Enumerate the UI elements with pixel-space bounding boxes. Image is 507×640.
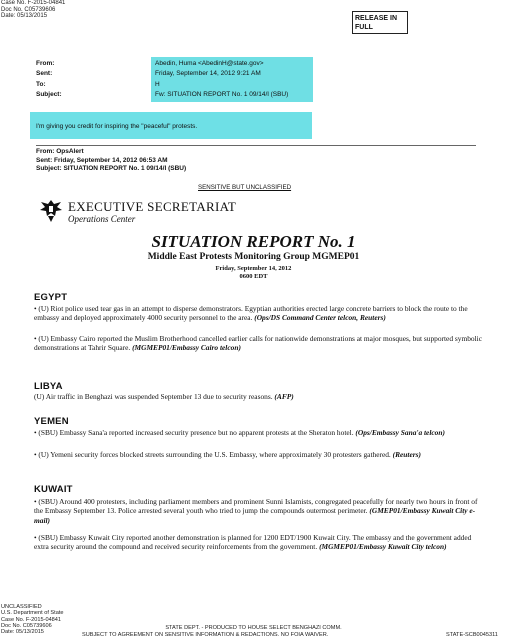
libya-heading: LIBYA [34,381,63,392]
footer-bates-number: STATE-SCB0045311 [446,632,498,638]
kuwait-p1-text: • (SBU) Around 400 protesters, including parliament members and prominent Sunni Islamists, congregated peacefully for nearly two hours in front of the Embassy September 13. Police arrested several youth who tried to jump the compounds outermost perimeter. [34,497,478,516]
doc-number: Doc No. C05739606 [1,6,56,13]
egypt-paragraph-2 [34,334,482,353]
letterhead-title: EXECUTIVE SECRETARIAT [68,199,237,214]
kuwait-p2-source: (MGMEP01/Embassy Kuwait City telcon) [319,542,447,552]
kuwait-heading: KUWAIT [34,484,73,495]
doc-date: Date: 05/13/2015 [1,13,48,19]
footer-case-number: Case No. F-2015-04841 [1,616,62,623]
report-subtitle: Middle East Protests Monitoring Group MGMEP01 [147,252,360,262]
footer-date: Date: 05/13/2015 [1,629,44,636]
sent-label: Sent: [36,70,53,77]
yemen-p1-source: (Ops/Embassy Sana'a telcon) [355,428,445,437]
footer-agency: U.S. Department of State [1,610,64,617]
footer-classification: UNCLASSIFIED [1,604,42,610]
egypt-p2-text: • (U) Embassy Cairo reported the Muslim Brotherhood cancelled earlier calls for nationwide demonstrations at major mosques, but supported symbolic demonstrations at Tahrir Square. [34,334,482,353]
kuwait-p1-source: (GMEP01/Embassy Kuwait City e-mail) [34,506,476,525]
libya-p1-source: (AFP) [274,392,294,401]
egypt-p1-source: (Ops/DS Command Center telcon, Reuters) [254,313,386,323]
case-number: Case No. F-2015-04841 [1,0,66,6]
yemen-paragraph-1 [34,428,482,437]
footer-agreement-note: SUBJECT TO AGREEMENT ON SENSITIVE INFORMATION & REDACTIONS. NO FOIA WAIVER. [82,632,329,638]
forward-divider [36,145,476,146]
egypt-heading: EGYPT [34,292,68,303]
email-body: I'm giving you credit for inspiring the "peaceful" protests. [36,123,198,130]
from-value: Abedin, Huma <AbedinH@state.gov> [155,60,264,67]
libya-paragraph-1 [34,392,482,401]
yemen-p2-text: • (U) Yemeni security forces blocked streets surrounding the U.S. Embassy, where approximately 30 protesters gathered. [34,450,391,459]
egypt-p1-text: • (U) Riot police used tear gas in an attempt to disperse demonstrators. Egyptian authorities erected large concrete barriers to block the route to the embassy and deployed approximately 4000 security personnel to the area. [34,304,468,323]
egypt-paragraph-1 [34,304,482,323]
release-in-full-box [352,11,408,34]
report-time: 0600 EDT [239,273,268,280]
to-value: H [155,81,160,88]
egypt-p2-source: (MGMEP01/Embassy Cairo telcon) [132,343,241,353]
letterhead-subtitle: Operations Center [68,214,136,224]
yemen-p2-source: (Reuters) [392,450,421,459]
yemen-paragraph-2 [34,450,482,459]
kuwait-paragraph-1 [34,497,482,525]
forward-header [36,148,186,174]
forward-subject: Subject: SITUATION REPORT No. 1 09/14/I (SBU) [36,165,187,172]
yemen-p1-text: • (SBU) Embassy Sana'a reported increased security presence but no apparent protests at the Sheraton hotel. [34,428,354,437]
state-dept-seal [37,196,65,224]
forward-from: From: OpsAlert [36,148,84,155]
top-stamp [1,0,65,20]
release-line-2: FULL [355,24,373,31]
classification-marking: SENSITIVE BUT UNCLASSIFIED [198,184,292,191]
release-line-1: RELEASE IN [355,15,398,22]
from-label: From: [36,60,55,67]
footer-production-note: STATE DEPT. - PRODUCED TO HOUSE SELECT BENGHAZI COMM. [165,625,342,631]
subject-value: Fw: SITUATION REPORT No. 1 09/14/l (SBU) [155,91,289,98]
sent-value: Friday, September 14, 2012 9:21 AM [155,70,261,77]
footer-doc-number: Doc No. C05739606 [1,622,52,629]
libya-p1-text: (U) Air traffic in Benghazi was suspended September 13 due to security reasons. [34,392,273,401]
kuwait-p2-text: • (SBU) Embassy Kuwait City reported another demonstration is planned for 1200 EDT/1900 Kuwait City. The embassy and the government added extra security around the compound and received security reinforcements from the government. [34,533,472,552]
to-label: To: [36,81,46,88]
yemen-heading: YEMEN [34,416,69,427]
subject-label: Subject: [36,91,62,98]
kuwait-paragraph-2 [34,533,482,552]
report-title: SITUATION REPORT No. 1 [151,232,356,251]
report-date: Friday, September 14, 2012 [215,265,292,272]
eagle-seal-icon [37,196,65,224]
forward-sent: Sent: Friday, September 14, 2012 06:53 AM [36,156,168,164]
